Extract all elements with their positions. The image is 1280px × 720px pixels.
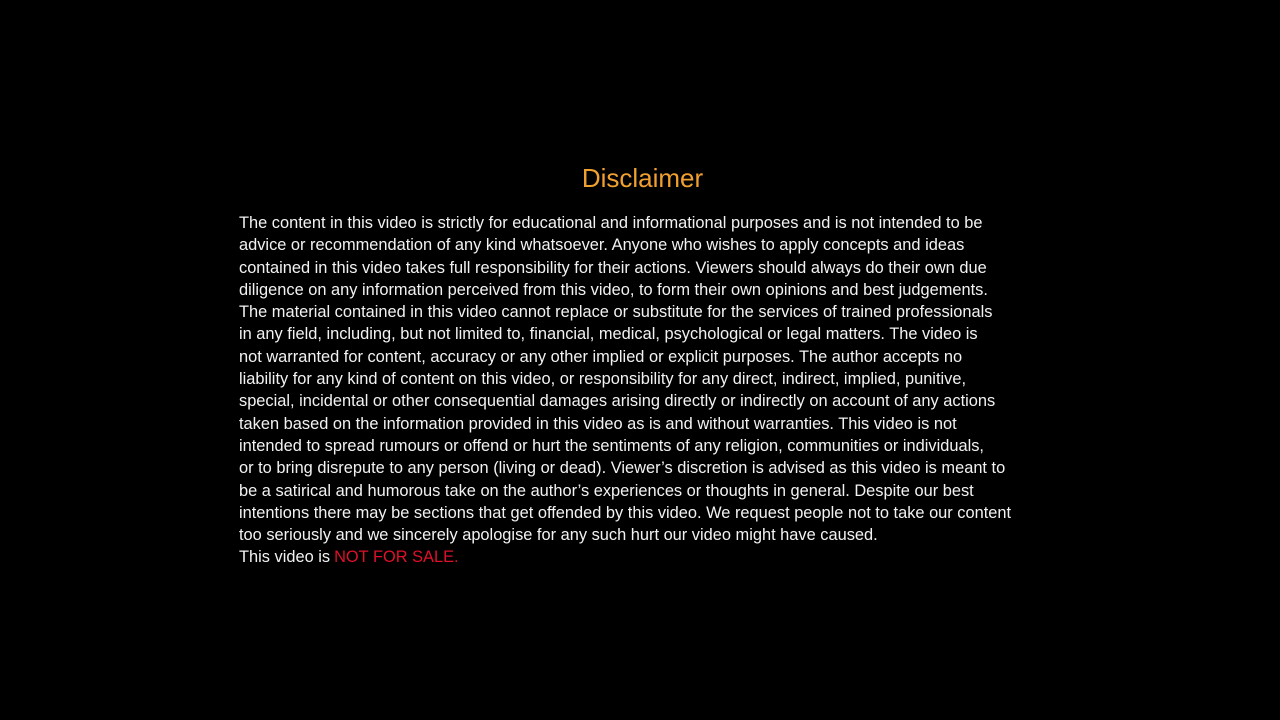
disclaimer-title: Disclaimer — [581, 163, 704, 193]
disclaimer-body — [239, 212, 1099, 569]
disclaimer-line: be a satirical and humorous take on the author’s experiences or thoughts in general. Despite our best — [239, 481, 974, 500]
not-for-sale-label: NOT FOR SALE. — [334, 548, 459, 567]
disclaimer-line: too seriously and we sincerely apologise for any such hurt our video might have caused. — [239, 526, 878, 545]
disclaimer-line: not warranted for content, accuracy or any other implied or explicit purposes. The author accepts no — [239, 347, 963, 366]
disclaimer-line: The content in this video is strictly for educational and informational purposes and is not intended to be — [239, 214, 983, 232]
disclaimer-line: intentions there may be sections that get offended by this video. We request people not to take our content — [239, 503, 1012, 522]
sale-notice-prefix: This video is — [239, 548, 331, 567]
disclaimer-line: The material contained in this video cannot replace or substitute for the services of trained professionals — [239, 303, 993, 322]
disclaimer-line: taken based on the information provided in this video as is and without warranties. This video is not — [239, 414, 957, 433]
disclaimer-line: contained in this video takes full responsibility for their actions. Viewers should always do their own due — [239, 258, 987, 277]
sale-notice — [239, 546, 1099, 568]
disclaimer-line: special, incidental or other consequential damages arising directly or indirectly on account of any actions — [239, 392, 996, 411]
disclaimer-line: intended to spread rumours or offend or hurt the sentiments of any religion, communities or individuals, — [239, 436, 984, 455]
disclaimer-line: or to bring disrepute to any person (living or dead). Viewer’s discretion is advised as this video is meant to — [239, 459, 1006, 478]
disclaimer-line: advice or recommendation of any kind whatsoever. Anyone who wishes to apply concepts and ideas — [239, 236, 965, 255]
disclaimer-line: diligence on any information perceived from this video, to form their own opinions and best judgements. — [239, 280, 988, 299]
disclaimer-line: in any field, including, but not limited to, financial, medical, psychological or legal matters. The video is — [239, 325, 978, 344]
disclaimer-line: liability for any kind of content on this video, or responsibility for any direct, indirect, implied, punitive, — [239, 370, 967, 389]
